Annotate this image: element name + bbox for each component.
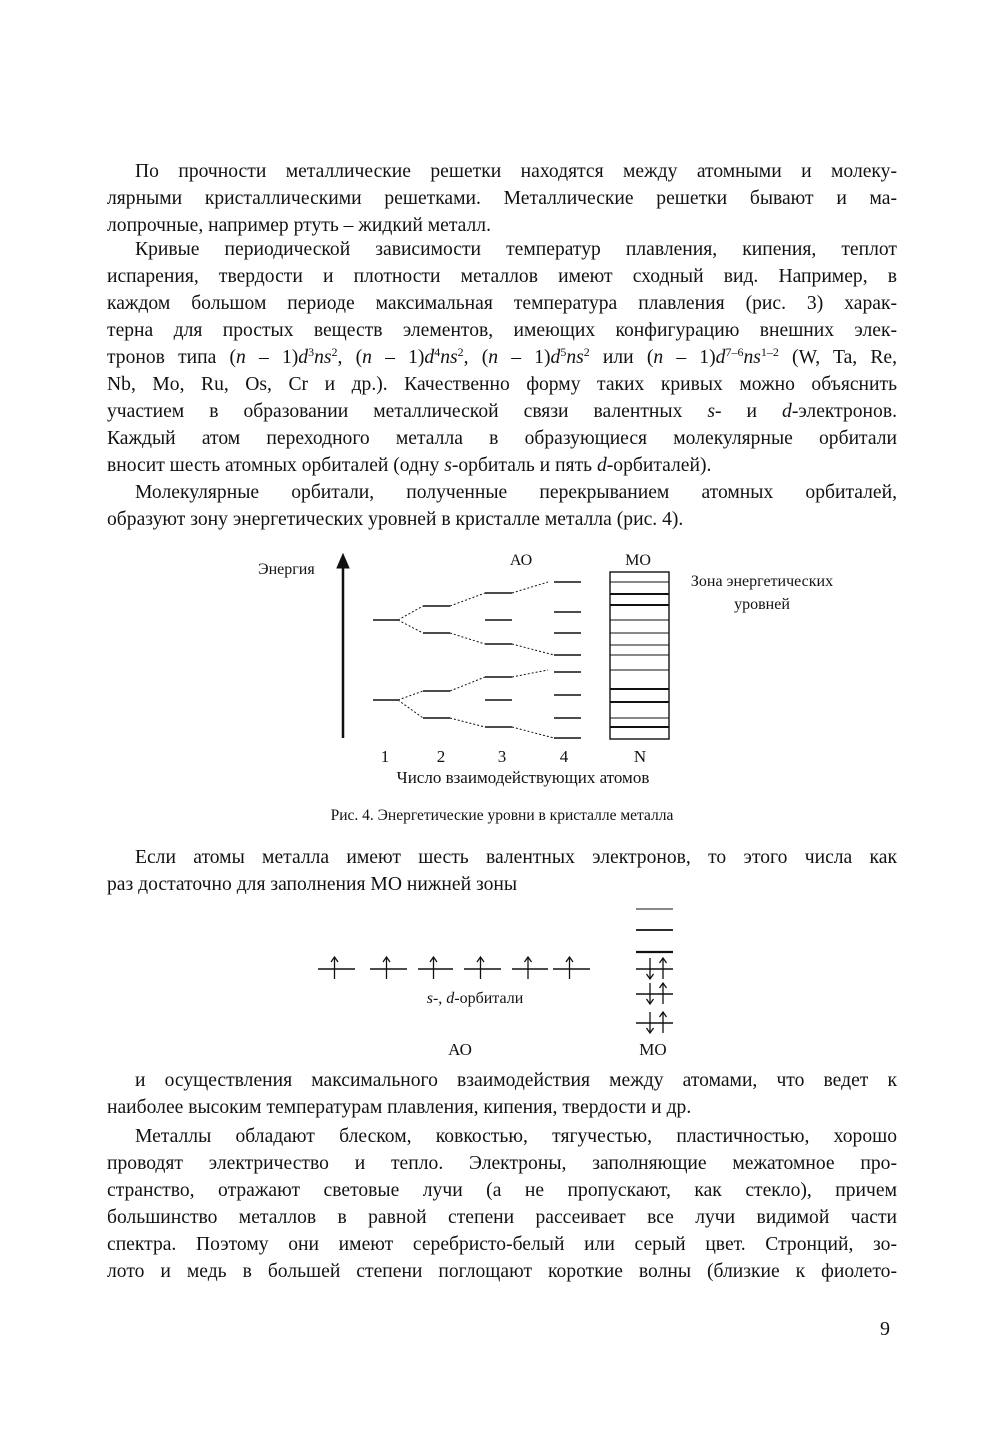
text-segment: участием в образовании металлической связи валентных: [107, 401, 708, 422]
text-segment: -орбиталей).: [606, 455, 712, 476]
text-segment: – 1): [245, 347, 299, 368]
mo-label: МО: [625, 552, 651, 569]
ao-label: АО: [509, 552, 533, 569]
orbitals-label: s-, d-орбитали: [426, 990, 524, 1007]
text-segment: – 1): [498, 347, 551, 368]
text-segment: – 1): [371, 347, 425, 368]
text-segment: – 1): [663, 347, 716, 368]
splitting-connector: [450, 593, 485, 606]
splitting-connector: [512, 644, 554, 655]
text-segment: и осуществления максимального взаимодействия между атомами, что ведет к: [135, 1070, 897, 1091]
zone-label-line2: уровней: [734, 596, 790, 613]
text-segment: ns: [440, 347, 458, 368]
x-tick-n: N: [633, 747, 647, 766]
x-tick-3: 3: [497, 747, 507, 766]
text-segment: (W, Ta, Re,: [778, 347, 898, 368]
text-segment: d: [715, 347, 726, 368]
text-segment: или (: [589, 347, 654, 368]
text-segment: лото и медь в большей степени поглощают короткие волны (близкие к фиолето-: [107, 1261, 897, 1282]
text-segment: -электронов.: [791, 401, 897, 422]
text-segment: n: [653, 347, 664, 368]
splitting-connector: [450, 677, 485, 691]
x-tick-4: 4: [559, 747, 569, 766]
figure-caption: Рис. 4. Энергетические уровни в кристалле металла: [330, 807, 674, 824]
page-number: 9: [880, 1318, 890, 1340]
text-segment: d: [550, 347, 561, 368]
text-segment: s: [444, 455, 452, 476]
arrow-up-icon: [337, 554, 349, 568]
text-segment: тронов типа (: [107, 347, 237, 368]
superscript: 2: [331, 345, 338, 359]
x-tick-1: 1: [380, 747, 390, 766]
splitting-connector: [450, 718, 485, 727]
text-segment: Каждый атом переходного металла в образующиеся молекулярные орбитали: [107, 428, 897, 449]
scheme-ao-label: АО: [448, 1040, 472, 1059]
splitting-connector: [512, 670, 548, 677]
scheme-mo-label: МО: [639, 1040, 667, 1059]
text-segment: вносит шесть атомных орбиталей (одну: [107, 455, 445, 476]
text-segment: По прочности металлические решетки находятся между атомными и молеку-: [135, 161, 897, 182]
text-segment: лопрочные, например ртуть – жидкий металл.: [107, 215, 491, 236]
text-segment: n: [488, 347, 499, 368]
superscript: 4: [434, 345, 441, 359]
text-segment: , (: [337, 347, 363, 368]
text-segment: наиболее высоким температурам плавления, кипения, твердости и др.: [107, 1097, 692, 1118]
splitting-connector: [398, 620, 423, 633]
text-segment: - и: [715, 401, 783, 422]
splitting-connector: [512, 727, 554, 738]
text-segment: терна для простых веществ элементов, имеющих конфигурацию внешних элек-: [107, 320, 897, 341]
splitting-connector: [398, 700, 423, 718]
splitting-connector: [398, 606, 423, 620]
x-axis-label: Число взаимодействующих атомов: [396, 768, 650, 787]
text-segment: Металлы обладают блеском, ковкостью, тягучестью, пластичностью, хорошо: [135, 1126, 897, 1147]
text-segment: испарения, твердости и плотности металлов имеют сходный вид. Например, в: [107, 266, 897, 287]
text-segment: проводят электричество и тепло. Электроны, заполняющие межатомное про-: [107, 1153, 897, 1174]
text-segment: образуют зону энергетических уровней в кристалле металла (рис. 4).: [107, 509, 684, 530]
superscript: 5: [560, 345, 567, 359]
text-segment: Nb, Mo, Ru, Os, Cr и др.). Качественно форму таких кривых можно объяснить: [107, 374, 897, 395]
text-segment: ns: [314, 347, 332, 368]
text-segment: -орбиталь и пять: [451, 455, 597, 476]
y-axis-label: Энергия: [258, 561, 315, 578]
splitting-connector: [450, 633, 485, 644]
text-segment: Молекулярные орбитали, полученные перекрыванием атомных орбиталей,: [135, 482, 897, 503]
text-segment: , (: [463, 347, 489, 368]
splitting-connector: [512, 582, 548, 593]
text-segment: n: [236, 347, 246, 368]
text-segment: большинство металлов в равной степени рассеивает все лучи видимой части: [107, 1207, 897, 1228]
splitting-connector: [398, 691, 423, 700]
text-segment: раз достаточно для заполнения МО нижней зоны: [107, 874, 518, 895]
zone-label-line1: Зона энергетических: [690, 573, 834, 590]
text-segment: лярными кристаллическими решетками. Металлические решетки бывают и ма-: [107, 188, 897, 209]
text-segment: d: [596, 455, 607, 476]
text-segment: d: [782, 401, 792, 422]
text-segment: ns: [743, 347, 761, 368]
text-segment: d: [424, 347, 435, 368]
text-segment: d: [298, 347, 309, 368]
text-segment: Если атомы металла имеют шесть валентных электронов, то этого числа как: [135, 847, 897, 868]
x-tick-2: 2: [436, 747, 446, 766]
text-segment: n: [362, 347, 372, 368]
text-segment: s: [707, 401, 716, 422]
text-segment: каждом большом периоде максимальная температура плавления (рис. 3) харак-: [107, 293, 897, 314]
superscript: 7–6: [725, 345, 744, 359]
superscript: 2: [583, 345, 590, 359]
text-segment: странство, отражают световые лучи (а не пропускают, как стекло), причем: [107, 1180, 897, 1201]
text-segment: спектра. Поэтому они имеют серебристо-белый или серый цвет. Стронций, зо-: [107, 1234, 897, 1255]
text-segment: Кривые периодической зависимости температур плавления, кипения, теплот: [135, 239, 897, 260]
superscript: 1–2: [760, 345, 779, 359]
superscript: 2: [457, 345, 464, 359]
superscript: 3: [308, 345, 315, 359]
text-segment: ns: [566, 347, 584, 368]
